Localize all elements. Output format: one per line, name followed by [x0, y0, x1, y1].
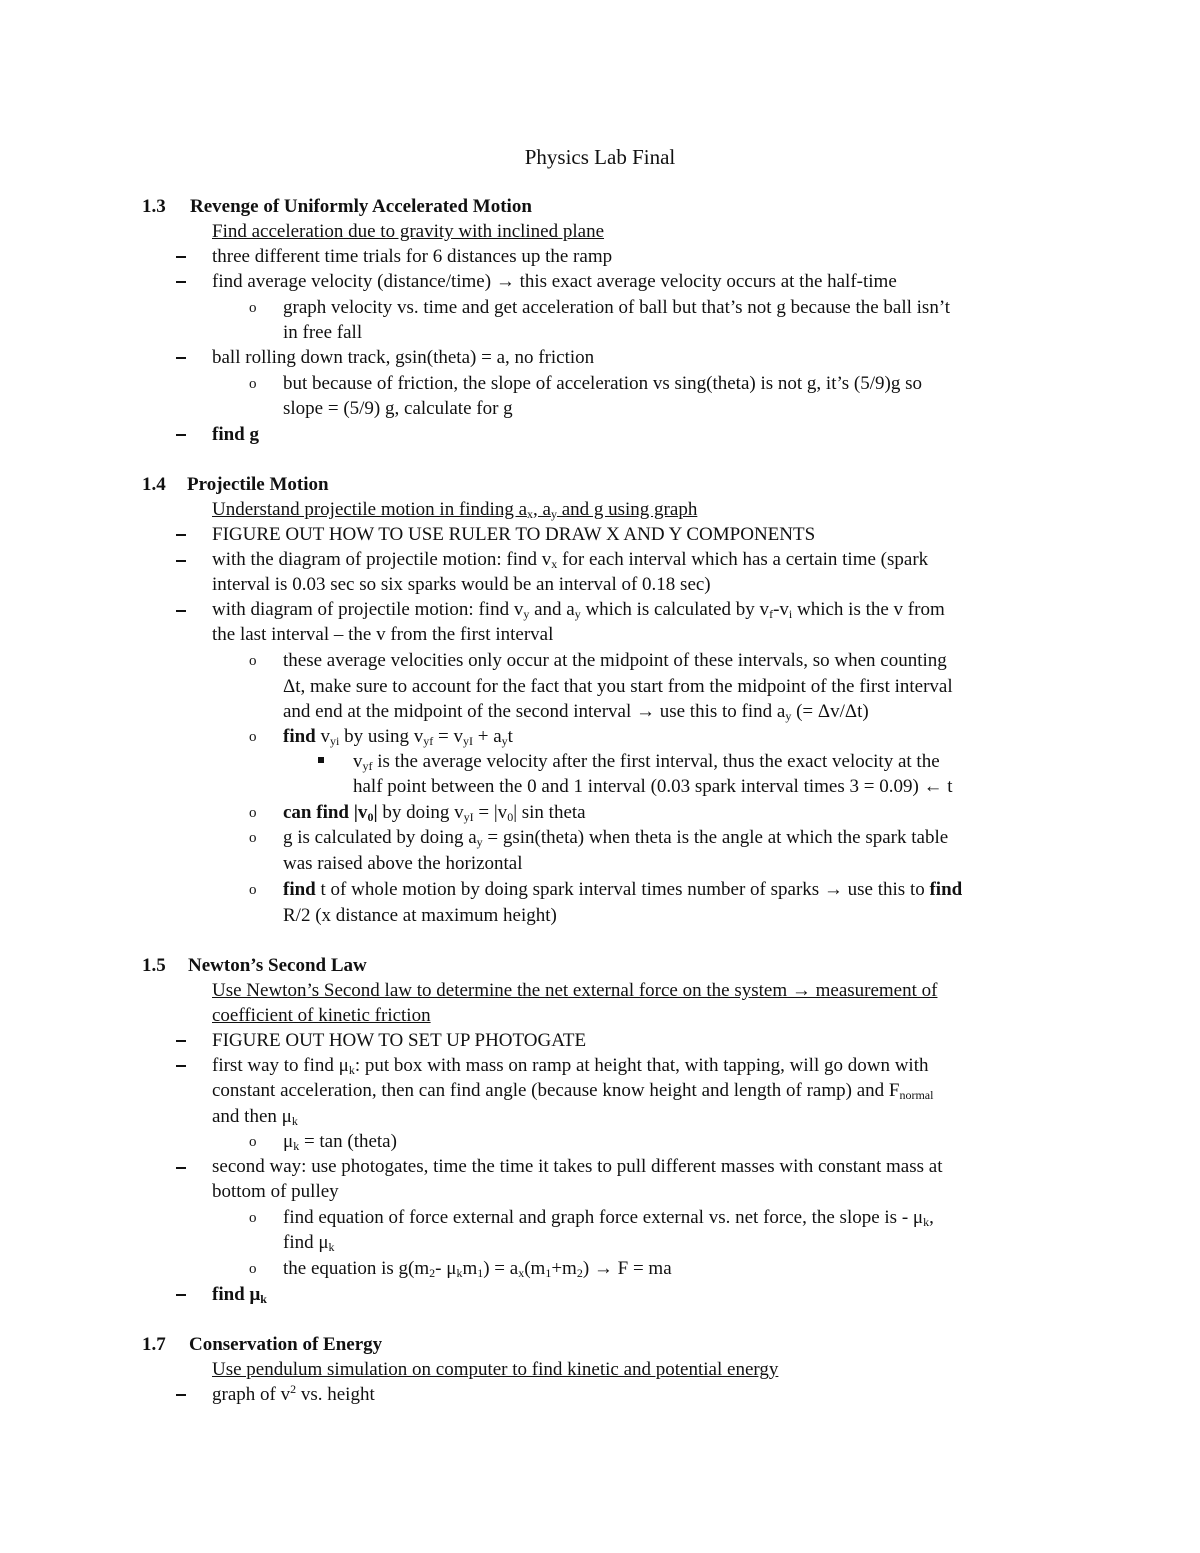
- dash-bullet: [176, 1040, 186, 1042]
- section-subtitle: Use Newton’s Second law to determine the net external force on the system → measurement of: [212, 980, 938, 1001]
- list-item: ball rolling down track, gsin(theta) = a, no friction: [212, 347, 595, 368]
- list-item-continuation: R/2 (x distance at maximum height): [283, 905, 557, 926]
- section-subtitle: Understand projectile motion in finding $a_x$, $a_y$ and g using graph: [212, 499, 698, 521]
- circle-bullet: o: [249, 376, 257, 392]
- circle-bullet: o: [249, 300, 257, 316]
- circle-bullet: o: [249, 1134, 257, 1150]
- list-item: with the diagram of projectile motion: find $v_x$ for each interval which has a certain time (spark: [212, 549, 929, 571]
- list-item: g is calculated by doing $a_y$ = gsin(theta) when theta is the angle at which the spark table: [283, 827, 949, 849]
- dash-bullet: [176, 534, 186, 536]
- list-item-continuation: half point between the 0 and 1 interval (0.03 spark interval times 3 = 0.09) ← t: [353, 776, 953, 797]
- list-item: $v_{yf}$ is the average velocity after the first interval, thus the exact velocity at the: [353, 751, 940, 773]
- circle-bullet: o: [249, 653, 257, 669]
- list-item-continuation: and then $\mu_k$: [212, 1106, 298, 1128]
- dash-bullet: [176, 610, 186, 612]
- list-item-continuation: the last interval – the v from the first interval: [212, 624, 554, 645]
- circle-bullet: o: [249, 805, 257, 821]
- circle-bullet: o: [249, 1261, 257, 1277]
- list-item: FIGURE OUT HOW TO SET UP PHOTOGATE: [212, 1030, 587, 1051]
- list-item: find $v_{yi}$ by using $v_{yf} = v_{yI} + a_yt$: [283, 726, 513, 748]
- list-item: $\mu_k = \tan$ (theta): [283, 1131, 397, 1153]
- list-item-continuation: Δt, make sure to account for the fact that you start from the midpoint of the first interval: [283, 676, 953, 697]
- section-heading-1-4: [142, 472, 329, 498]
- dash-bullet: [176, 1065, 186, 1067]
- list-item: find g: [212, 424, 259, 445]
- section-title: Projectile Motion: [187, 474, 329, 495]
- section-subtitle: Find acceleration due to gravity with inclined plane: [212, 221, 605, 242]
- section-heading-1-7: [142, 1332, 382, 1358]
- list-item: find $\mu_k$: [212, 1284, 267, 1306]
- section-number: 1.5: [142, 955, 166, 976]
- circle-bullet: o: [249, 729, 257, 745]
- section-subtitle-continuation: coefficient of kinetic friction: [212, 1005, 431, 1026]
- section-title: Newton’s Second Law: [188, 955, 367, 976]
- dash-bullet: [176, 1394, 186, 1396]
- page-title: Physics Lab Final: [524, 145, 676, 169]
- section-number: 1.7: [142, 1334, 166, 1355]
- dash-bullet: [176, 357, 186, 359]
- circle-bullet: o: [249, 1210, 257, 1226]
- list-item-continuation: interval is 0.03 sec so six sparks would be an interval of 0.18 sec): [212, 574, 711, 595]
- list-item: graph velocity vs. time and get acceleration of ball but that’s not g because the ball isn’t: [283, 297, 951, 318]
- list-item-continuation: find $\mu_k$: [283, 1232, 335, 1254]
- list-item-continuation: in free fall: [283, 322, 363, 343]
- circle-bullet: o: [249, 882, 257, 898]
- dash-bullet: [176, 1167, 186, 1169]
- list-item-continuation: was raised above the horizontal: [283, 853, 523, 874]
- dash-bullet: [176, 434, 186, 436]
- list-item: find t of whole motion by doing spark interval times number of sparks → use this to find: [283, 879, 963, 900]
- circle-bullet: o: [249, 830, 257, 846]
- section-heading-1-3: [142, 194, 532, 220]
- section-subtitle: Use pendulum simulation on computer to find kinetic and potential energy: [212, 1359, 779, 1380]
- list-item: first way to find $\mu_k$: put box with mass on ramp at height that, with tapping, will go down with: [212, 1055, 929, 1077]
- list-item: find average velocity (distance/time) → this exact average velocity occurs at the half-time: [212, 271, 897, 292]
- section-title: Revenge of Uniformly Accelerated Motion: [190, 196, 532, 217]
- square-bullet: [318, 757, 324, 763]
- list-item: with diagram of projectile motion: find $v_y$ and $a_y$ which is calculated by $v_f-v_i$ which is the v from: [212, 599, 945, 621]
- list-item: graph of $v^2$ vs. height: [212, 1382, 375, 1405]
- section-number: 1.4: [142, 474, 166, 495]
- list-item: find equation of force external and graph force external vs. net force, the slope is - $\mu_k$,: [283, 1207, 934, 1229]
- list-item: can find $|v_0|$ by doing $v_{yI} = |v_0|$ sin theta: [283, 802, 586, 824]
- list-item: these average velocities only occur at the midpoint of these intervals, so when counting: [283, 650, 947, 671]
- list-item-continuation: constant acceleration, then can find angle (because know height and length of ramp) and $F_{normal}$: [212, 1080, 934, 1102]
- dash-bullet: [176, 560, 186, 562]
- dash-bullet: [176, 256, 186, 258]
- list-item: second way: use photogates, time the time it takes to pull different masses with constant mass at: [212, 1156, 943, 1177]
- list-item: three different time trials for 6 distances up the ramp: [212, 246, 613, 267]
- list-item: the equation is $g(m_2-$ $\mu_km_1) = a_x(m_1+m_2) \to F$ = ma: [283, 1258, 672, 1280]
- section-number: 1.3: [142, 196, 166, 217]
- list-item: FIGURE OUT HOW TO USE RULER TO DRAW X AND Y COMPONENTS: [212, 524, 816, 545]
- list-item-continuation: bottom of pulley: [212, 1181, 339, 1202]
- section-heading-1-5: [142, 953, 367, 979]
- list-item: but because of friction, the slope of acceleration vs sing(theta) is not g, it’s (5/9)g so: [283, 373, 922, 394]
- list-item-continuation: and end at the midpoint of the second interval → use this to find $a_y$ (= Δv/Δt): [283, 701, 869, 723]
- dash-bullet: [176, 1294, 186, 1296]
- dash-bullet: [176, 281, 186, 283]
- section-title: Conservation of Energy: [189, 1334, 383, 1355]
- list-item-continuation: slope = (5/9) g, calculate for g: [283, 398, 513, 419]
